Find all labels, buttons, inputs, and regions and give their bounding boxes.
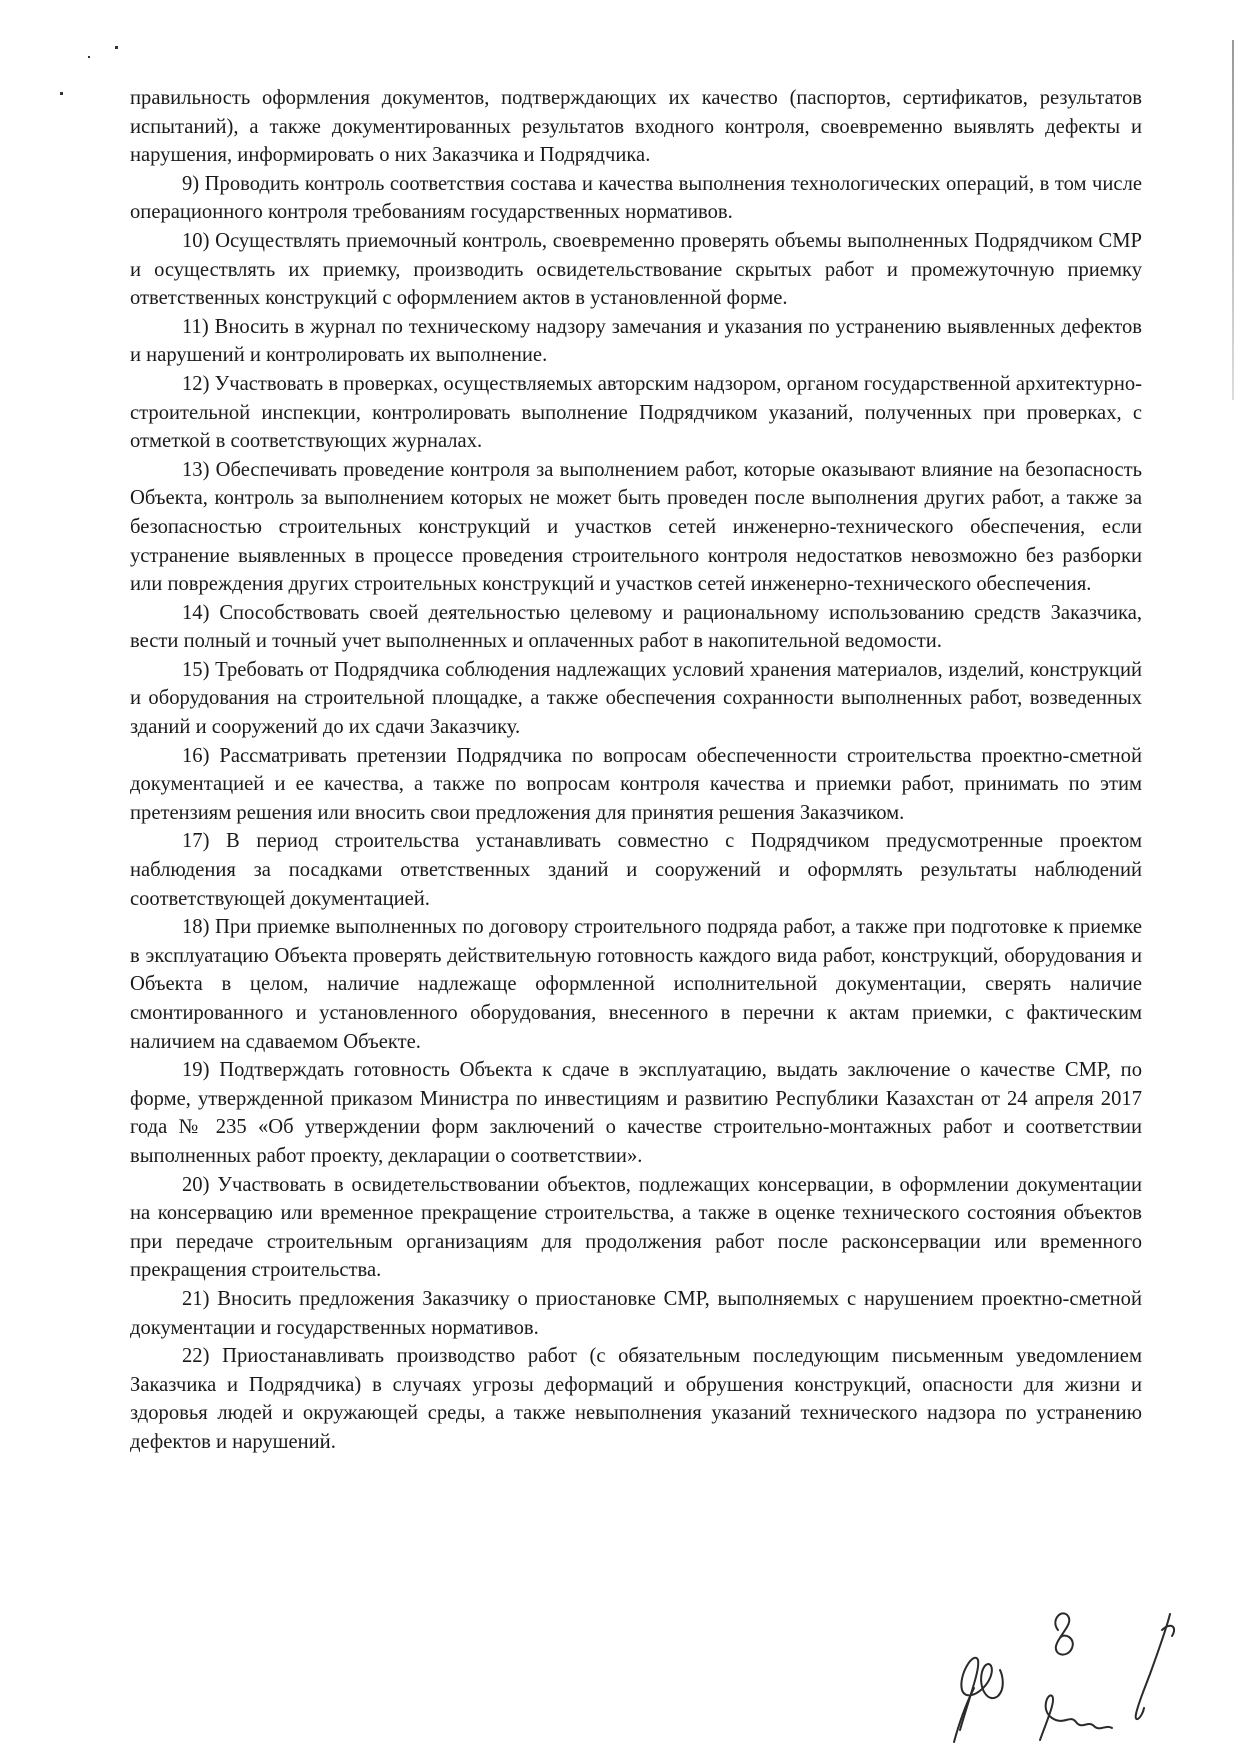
paragraph-item-20: 20) Участвовать в освидетельствовании объектов, подлежащих консервации, в оформлении документации на консервацию или временное прекращение строительства, а также в оценке технического состояния объектов при передаче строительным организациям для продолжения работ после расконсервации или временного прекращения строительства. xyxy=(130,1173,1142,1282)
paragraph-item-17: 17) В период строительства устанавливать совместно с Подрядчиком предусмотренные проектом наблюдения за посадками ответственных зданий и сооружений и оформлять результаты наблюдений соответствующей документацией. xyxy=(130,830,1142,910)
signature-4 xyxy=(1136,1614,1170,1719)
paragraph-item-9: 9) Проводить контроль соответствия состава и качества выполнения технологических операций, в том числе операционного контроля требованиям государственных нормативов. xyxy=(130,172,1142,224)
paragraph-item-12: 12) Участвовать в проверках, осуществляемых авторским надзором, органом государственной архитектурно-строительной инспекции, контролировать выполнение Подрядчиком указаний, полученных при проверках, с отметкой в соответствующих журналах. xyxy=(130,372,1142,453)
paragraph-item-14: 14) Способствовать своей деятельностью целевому и рациональному использованию средств Заказчика, вести полный и точный учет выполненных и оплаченных работ в накопительной ведомости. xyxy=(130,601,1142,653)
document-body xyxy=(130,84,1142,1457)
handwritten-signatures xyxy=(940,1600,1200,1750)
signature-1 xyxy=(960,1658,1003,1730)
scan-speck xyxy=(60,92,63,95)
paragraph-item-18: 18) При приемке выполненных по договору строительного подряда работ, а также при подготовке к приемке в эксплуатацию Объекта проверять действительную готовность каждого вида работ, конструкций, оборудования и Объекта в целом, наличие надлежаще оформленной исполнительной документации, сверять наличие смонтированного и установленного оборудования, внесенного в перечни к актам приемки, с фактическим наличием на сдаваемом Объекте. xyxy=(130,916,1142,1053)
paragraph-item-13: 13) Обеспечивать проведение контроля за выполнением работ, которые оказывают влияние на безопасность Объекта, контроль за выполнением которых не может быть проведен после выполнения других работ, а также за безопасностью строительных конструкций и участков сетей инженерно-технического обеспечения, если устранение выявленных в процессе проведения строительного контроля недостатков невозможно без разборки или повреждения других строительных конструкций и участков сетей инженерно-технического обеспечения. xyxy=(130,458,1142,596)
scan-speck xyxy=(115,46,118,49)
scan-edge-shadow xyxy=(1232,40,1234,400)
paragraph-item-15: 15) Требовать от Подрядчика соблюдения надлежащих условий хранения материалов, изделий, конструкций и оборудования на строительной площадке, а также обеспечения сохранности выполненных работ, возведенных зданий и сооружений до их сдачи Заказчику. xyxy=(130,658,1142,739)
paragraph-item-11: 11) Вносить в журнал по техническому надзору замечания и указания по устранению выявленных дефектов и нарушений и контролировать их выполнение. xyxy=(130,315,1142,367)
paragraph-item-21: 21) Вносить предложения Заказчику о приостановке СМР, выполняемых с нарушением проектно-сметной документации и государственных нормативов. xyxy=(130,1287,1142,1339)
paragraph-item-19: 19) Подтверждать готовность Объекта к сдаче в эксплуатацию, выдать заключение о качестве СМР, по форме, утвержденной приказом Министра по инвестициям и развитию Республики Казахстан от 24 апреля 2017 года № 235 «Об утверждении форм заключений о качестве строительно-монтажных работ и соответствии выполненных работ проекту, декларации о соответствии». xyxy=(130,1059,1142,1167)
paragraph-item-22: 22) Приостанавливать производство работ (с обязательным последующим письменным уведомлением Заказчика и Подрядчика) в случаях угрозы деформаций и обрушения конструкций, опасности для жизни и здоровья людей и окружающей среды, а также невыполнения указаний технического надзора по устранению дефектов и нарушений. xyxy=(130,1345,1142,1453)
signature-3 xyxy=(1040,1695,1112,1740)
scan-speck xyxy=(88,56,90,58)
paragraph-item-16: 16) Рассматривать претензии Подрядчика по вопросам обеспеченности строительства проектно-сметной документацией и ее качества, а также по вопросам контроля качества и приемки работ, принимать по этим претензиям решения или вносить свои предложения для принятия решения Заказчиком. xyxy=(130,744,1142,824)
signature-2 xyxy=(1055,1613,1072,1654)
paragraph-item-10: 10) Осуществлять приемочный контроль, своевременно проверять объемы выполненных Подрядчиком СМР и осуществлять их приемку, производить освидетельствование скрытых работ и промежуточную приемку ответственных конструкций с оформлением актов в установленной форме. xyxy=(130,229,1142,310)
paragraph-continuation: правильность оформления документов, подтверждающих их качество (паспортов, сертификатов, результатов испытаний), а также документированных результатов входного контроля, своевременно выявлять дефекты и нарушения, информировать о них Заказчика и Подрядчика. xyxy=(130,87,1142,167)
